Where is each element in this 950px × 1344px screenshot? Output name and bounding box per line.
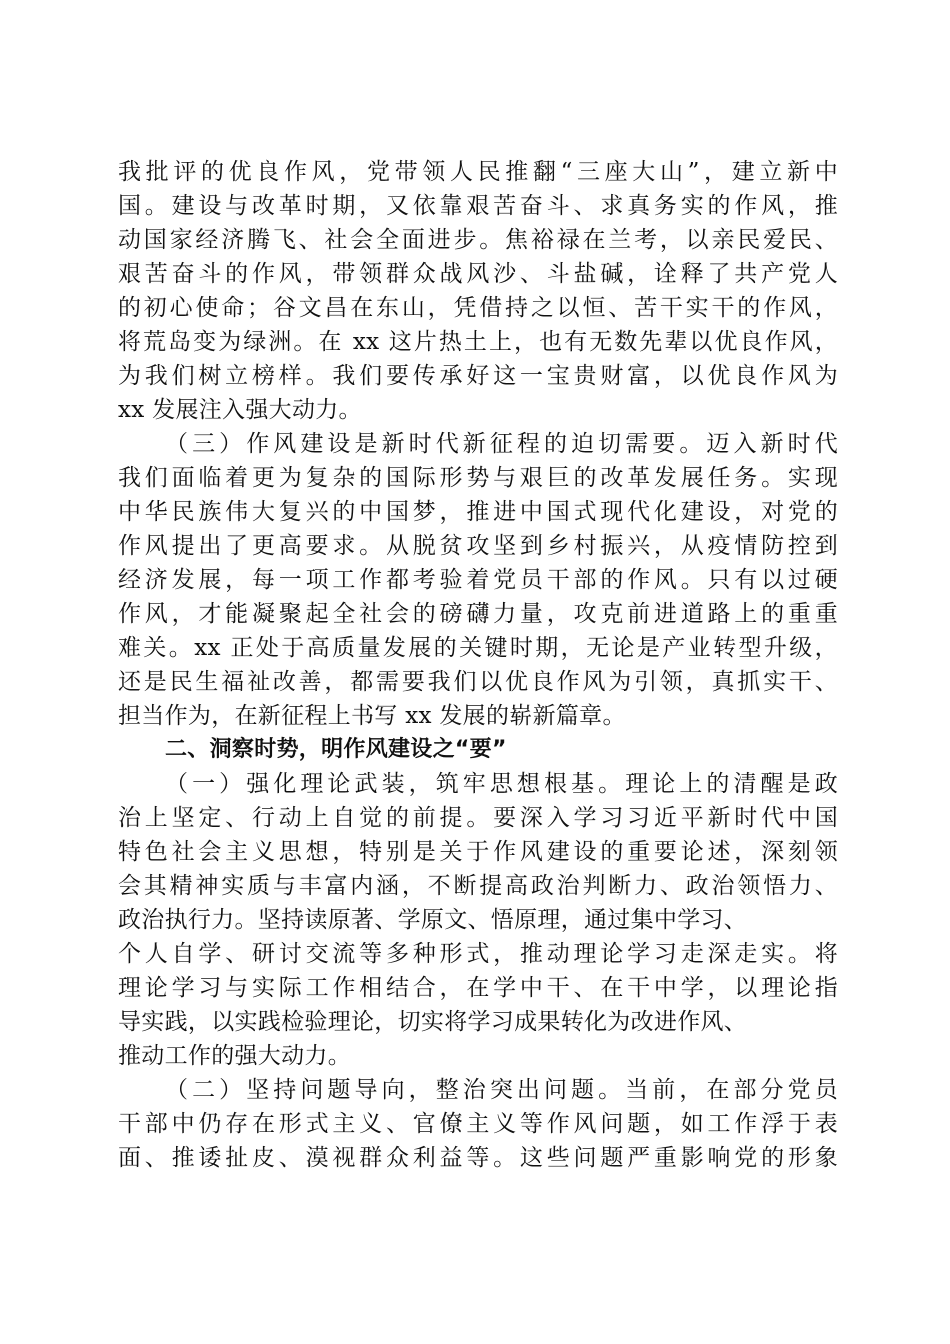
body-text-line: 经济发展，每一项工作都考验着党员干部的作风。只有以过硬 [118,567,838,593]
section-heading: 二、洞察时势，明作风建设之“要” [165,737,507,762]
body-text-line: 担当作为，在新征程上书写 xx 发展的崭新篇章。 [118,703,626,729]
body-text-line: 的初心使命；谷文昌在东山，凭借持之以恒、苦干实干的作风， [118,295,838,321]
body-text-line: xx 发展注入强大动力。 [118,397,362,423]
body-text-line: 治上坚定、行动上自觉的前提。要深入学习习近平新时代中国 [118,805,838,831]
body-text-line: 难关。xx 正处于高质量发展的关键时期，无论是产业转型升级， [118,635,838,661]
body-text-line: 理论学习与实际工作相结合，在学中干、在干中学，以理论指 [118,975,838,1001]
body-text-line: 国。建设与改革时期，又依靠艰苦奋斗、求真务实的作风，推 [118,193,838,219]
body-text-line: 导实践，以实践检验理论，切实将学习成果转化为改进作风、 [118,1009,748,1035]
body-text-line: 动国家经济腾飞、社会全面进步。焦裕禄在兰考，以亲民爱民、 [118,227,838,253]
section-3-first-line: （三）作风建设是新时代新征程的迫切需要。迈入新时代 [165,431,838,457]
body-text-line: 我们面临着更为复杂的国际形势与艰巨的改革发展任务。实现 [118,465,838,491]
body-text-line: 干部中仍存在形式主义、官僚主义等作风问题，如工作浮于表 [118,1111,838,1137]
body-text-line: 艰苦奋斗的作风，带领群众战风沙、斗盐碱，诠释了共产党人 [118,261,838,287]
body-text-line: 政治执行力。坚持读原著、学原文、悟原理，通过集中学习、 [118,907,748,933]
body-text-line: 中华民族伟大复兴的中国梦，推进中国式现代化建设，对党的 [118,499,838,525]
body-text-line: 为我们树立榜样。我们要传承好这一宝贵财富，以优良作风为 [118,363,838,389]
body-text-line: 面、推诿扯皮、漠视群众利益等。这些问题严重影响党的形象 [118,1145,838,1171]
body-text-line: 特色社会主义思想，特别是关于作风建设的重要论述，深刻领 [118,839,838,865]
body-text-line: 作风，才能凝聚起全社会的磅礴力量，攻克前进道路上的重重 [118,601,838,627]
body-text-line: 推动工作的强大动力。 [118,1043,351,1069]
body-text-line: 将荒岛变为绿洲。在 xx 这片热土上，也有无数先辈以优良作风， [118,329,838,355]
body-text-line: 我批评的优良作风，党带领人民推翻“三座大山”，建立新中 [118,159,838,185]
body-text-line: 会其精神实质与丰富内涵，不断提高政治判断力、政治领悟力、 [118,873,838,899]
body-text-line: 作风提出了更高要求。从脱贫攻坚到乡村振兴，从疫情防控到 [118,533,838,559]
subsection-1-first-line: （一）强化理论武装，筑牢思想根基。理论上的清醒是政 [165,771,838,797]
body-text-line: 个人自学、研讨交流等多种形式，推动理论学习走深走实。将 [118,941,838,967]
body-text-line: 还是民生福祉改善，都需要我们以优良作风为引领，真抓实干、 [118,669,838,695]
subsection-2-first-line: （二）坚持问题导向，整治突出问题。当前，在部分党员 [165,1077,838,1103]
